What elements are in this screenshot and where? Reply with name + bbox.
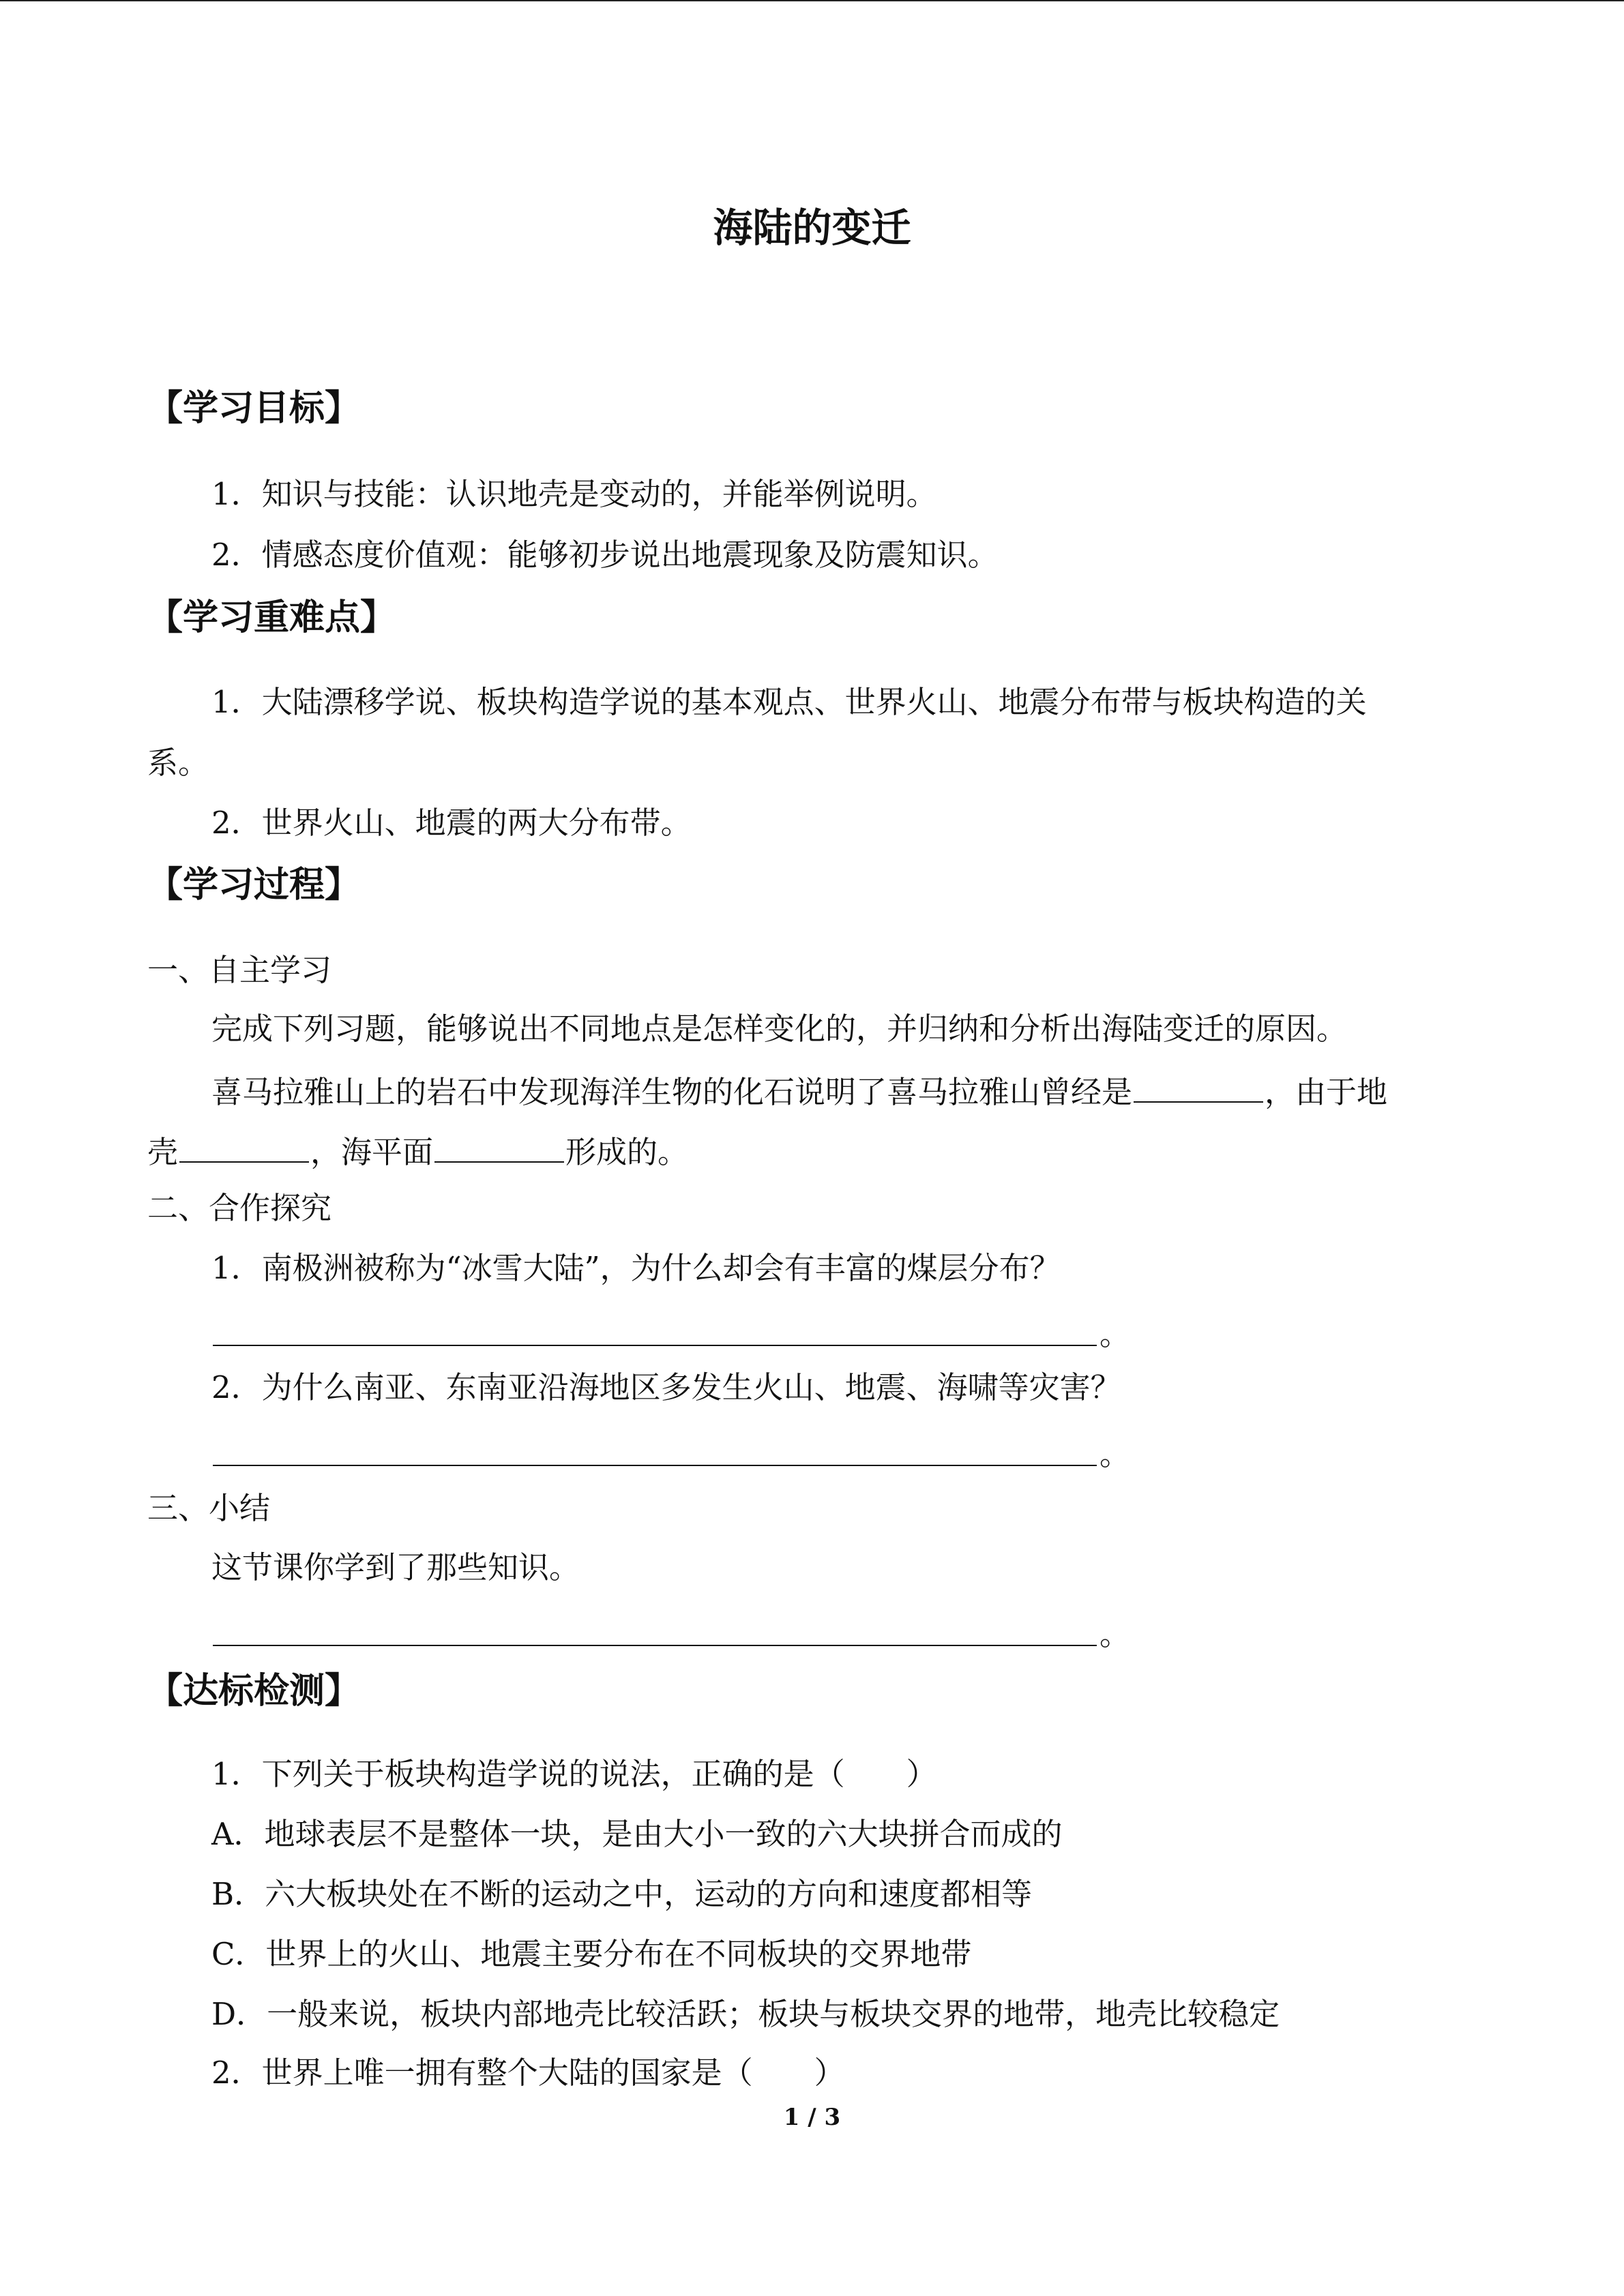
test-question-2: 2．世界上唯一拥有整个大陆的国家是（ ）: [211, 2055, 845, 2091]
section-heading-process: 【学习过程】: [147, 865, 361, 906]
question-text-c: 壳: [147, 1134, 179, 1170]
goal-item-1: 1．知识与技能：认识地壳是变动的，并能举例说明。: [211, 476, 937, 512]
part-2-title: 二、合作探究: [147, 1190, 332, 1226]
question-text-b: ，由于地: [1265, 1074, 1388, 1110]
answer-end-mark-1: 。: [1099, 1316, 1131, 1352]
goal-item-2: 2．情感态度价值观：能够初步说出地震现象及防震知识。: [211, 537, 999, 573]
key-point-2: 2．世界火山、地震的两大分布带。: [211, 805, 692, 841]
test-option-a[interactable]: A．地球表层不是整体一块，是由大小一致的六大块拼合而成的: [211, 1816, 1063, 1852]
answer-line-3[interactable]: [213, 1643, 1097, 1646]
part-1-intro: 完成下列习题，能够说出不同地点是怎样变化的，并归纳和分析出海陆变迁的原因。: [211, 1011, 1348, 1047]
part-2-question-2: 2．为什么南亚、东南亚沿海地区多发生火山、地震、海啸等灾害？: [211, 1369, 1121, 1405]
question-text-d: ，海平面: [310, 1134, 434, 1170]
answer-end-mark-2: 。: [1099, 1436, 1131, 1472]
question-text-a: 喜马拉雅山上的岩石中发现海洋生物的化石说明了喜马拉雅山曾经是: [211, 1074, 1133, 1110]
fill-blank-2[interactable]: [179, 1131, 309, 1163]
part-2-question-1: 1．南极洲被称为“冰雪大陆”，为什么却会有丰富的煤层分布？: [211, 1250, 1061, 1286]
key-point-1-line-2: 系。: [147, 745, 209, 781]
part-1-question-line-2: [147, 1131, 688, 1171]
answer-end-mark-3: 。: [1099, 1616, 1131, 1652]
page-top-border: [0, 0, 1624, 3]
page-number: 1 / 3: [783, 2104, 841, 2131]
test-option-c[interactable]: C．世界上的火山、地震主要分布在不同板块的交界地带: [211, 1936, 972, 1972]
fill-blank-3[interactable]: [434, 1131, 564, 1163]
section-heading-key-points: 【学习重难点】: [147, 597, 396, 638]
answer-line-2[interactable]: [213, 1463, 1097, 1466]
answer-line-1[interactable]: [213, 1343, 1097, 1346]
question-text-e: 形成的。: [565, 1134, 689, 1170]
test-question-1: 1．下列关于板块构造学说的说法，正确的是（ ）: [211, 1756, 937, 1792]
part-3-title: 三、小结: [147, 1490, 271, 1526]
part-1-question-line-1: [211, 1071, 1387, 1111]
part-3-prompt: 这节课你学到了那些知识。: [211, 1549, 580, 1585]
section-heading-test: 【达标检测】: [147, 1671, 361, 1712]
part-1-title: 一、自主学习: [147, 952, 332, 988]
fill-blank-1[interactable]: [1134, 1071, 1263, 1103]
test-option-b[interactable]: B．六大板块处在不断的运动之中，运动的方向和速度都相等: [211, 1876, 1033, 1912]
document-title: 海陆的变迁: [713, 205, 911, 251]
key-point-1-line-1: 1．大陆漂移学说、板块构造学说的基本观点、世界火山、地震分布带与板块构造的关: [211, 684, 1367, 720]
test-option-d[interactable]: D．一般来说，板块内部地壳比较活跃；板块与板块交界的地带，地壳比较稳定: [211, 1996, 1280, 2032]
section-heading-goals: 【学习目标】: [147, 388, 361, 429]
